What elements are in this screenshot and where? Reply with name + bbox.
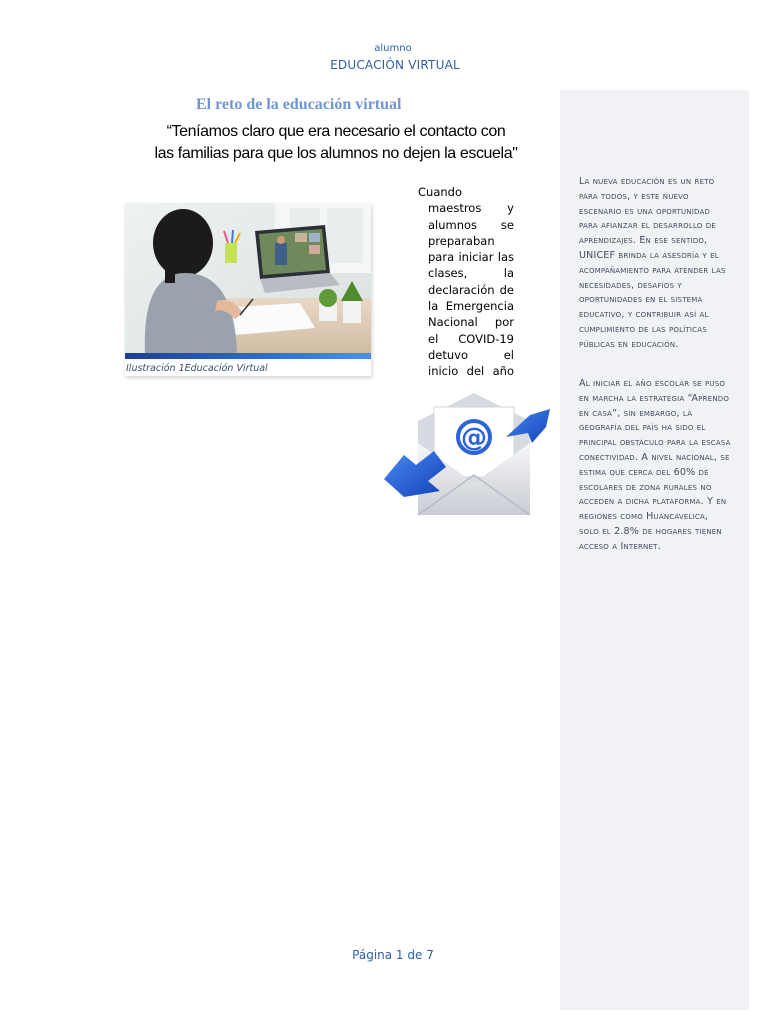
figure-accent-bar (125, 353, 371, 359)
quote-line: “Teníamos claro que era necesario el contacto con (166, 123, 506, 140)
sidebar-paragraph: Al iniciar el año escolar se puso en marcha la estrategia “Aprendo en casa”, sin embargo, la geografía del país ha sido el principal obstáculo para la escasa conectividad. A nivel nacional, se estima que cerca del 60% de escolares de zona rurales no acceden a dicha plataforma. Y en regiones como Huancavelica, solo el 2.8% de hogares tienen acceso a Internet. (579, 378, 731, 552)
sidebar-paragraph: La nueva educación es un reto para todos, y este nuevo escenario es una oportunidad para afianzar el desarrollo de aprendizajes. En ese sentido, UNICEF brinda la asesoría y el acompañamiento para atender las necesidades, desafíos y oportunidades en el sistema educativo, y contribuir así al cumplimiento de las políticas públicas en educación. (579, 176, 726, 350)
article-quote (140, 121, 532, 165)
figure (125, 203, 371, 376)
header-title: EDUCACIÓN VIRTUAL (330, 58, 460, 72)
body-line: clases, la (428, 266, 514, 281)
body-line: para iniciar las (428, 250, 514, 265)
body-line: inicio del año (428, 364, 514, 379)
email-envelope-icon (382, 393, 552, 517)
body-line: declaración de (428, 282, 514, 297)
body-line: maestros y (428, 201, 514, 216)
quote-line: las familias para que los alumnos no dejen la escuela" (154, 145, 518, 162)
student-laptop-photo (125, 203, 371, 353)
body-line: preparaban (428, 233, 495, 248)
body-line: detuvo el (428, 347, 514, 362)
body-line: el COVID-19 (428, 331, 514, 346)
page-number: Página 1 de 7 (352, 948, 434, 962)
body-line: la Emergencia (428, 299, 514, 314)
body-line: Cuando (418, 185, 462, 199)
figure-caption: Ilustración 1Educación Virtual (126, 363, 268, 374)
body-line: Nacional por (428, 315, 514, 330)
article-title: El reto de la educación virtual (196, 96, 402, 113)
svg-text:@: @ (461, 423, 487, 453)
header-author: alumno (374, 43, 412, 54)
article-body (418, 184, 514, 380)
body-line: alumnos se (428, 217, 514, 232)
